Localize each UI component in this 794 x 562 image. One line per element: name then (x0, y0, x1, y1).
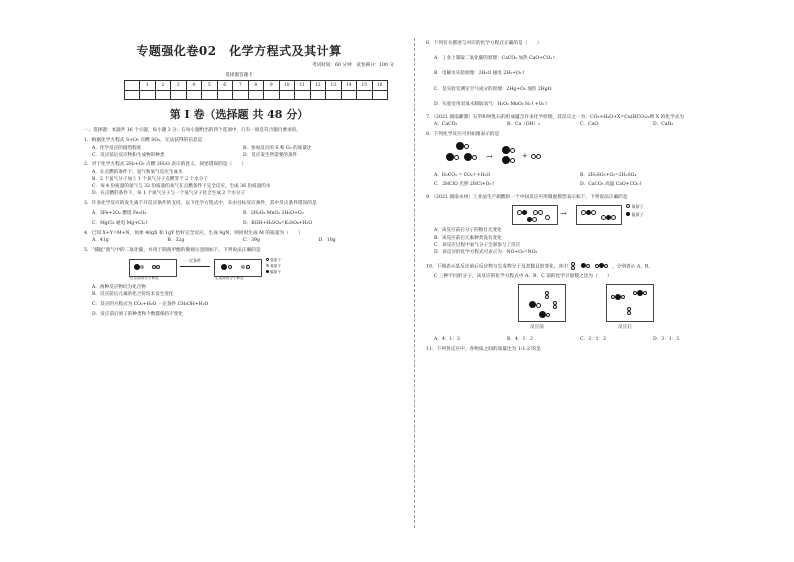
atom-oxygen (591, 210, 596, 215)
answer-number-cell: 8 (248, 81, 264, 91)
option: B．2H₂SO₃+O₂=2H₂SO₄ (580, 172, 637, 178)
option: C．反应前后反应物和生成物的种类 (92, 152, 165, 158)
answer-blank-cell[interactable] (264, 90, 280, 100)
question-10-text: 10．下图表示某反应前后反应物与生成物分子及其数目的变化，其中 (426, 264, 568, 270)
option: D．3：1：3 (653, 337, 680, 343)
option: D．反应发生所需要的条件 (243, 152, 298, 158)
option: C．是实验室测定空气成分的原理：2Hg+O₂ 加热 2HgO (434, 86, 552, 92)
molecule-c-icon (595, 263, 608, 268)
atom-white (464, 144, 469, 149)
option: C．2HClO 光照 2HCl+O₂↑ (434, 182, 496, 187)
question-11: 11．下列各反应中，各物质之间的质量比为 1:1:2 的是 (426, 347, 541, 352)
after-box (606, 284, 654, 322)
option: D．CaCO₃ 高温 CaO+CO₂↑ (580, 182, 643, 187)
option: A．H₂CO₃ = CO₂↑+H₂O (434, 172, 491, 178)
answer-blank-cell[interactable] (341, 90, 357, 100)
reaction-arrow: → (486, 151, 493, 161)
answer-number-cell: 10 (279, 81, 295, 91)
reactants-box (512, 205, 558, 225)
option: D．CaH₂ (653, 122, 674, 127)
atom-white (454, 155, 459, 160)
option: B．4：1：2 (507, 337, 533, 343)
atom-oxygen (140, 265, 144, 269)
molecule-atom (627, 311, 631, 315)
legend-label: 氧原子 (631, 204, 644, 210)
answer-number-cell: 5 (202, 81, 218, 91)
products-box (576, 205, 622, 225)
molecule-atom (553, 305, 557, 309)
question-5: 5．“捕捉”废气中的二氧化碳，并用于制备甲醇的微观示意图如下，下列说法正确的是 (84, 247, 261, 253)
option: B．该反应前后元素种类没有变化 (434, 235, 502, 241)
atom-white (472, 155, 477, 160)
question-10-figure (426, 280, 726, 336)
option: B．2H₂O₂ MnO₂ 2H₂O+O₂ (243, 210, 304, 216)
answer-number-cell: 2 (155, 81, 171, 91)
option: C．每 4 份质量的氢气与 32 份质量的氧气在点燃条件下完全反应，生成 36 份质量的水 (92, 183, 271, 189)
molecule-atom (529, 301, 536, 308)
exam-meta: 考试时间：60 分钟 试卷满分：100 分 (312, 63, 394, 68)
question-10-line2: C 三种不同的分子，该反应的化学方程式中 A、B、C 前的化学计量数之比为（ ） (434, 274, 612, 280)
legend-item (626, 211, 644, 219)
option: D．10g (318, 237, 336, 243)
volume-title: 第 I 卷（选择题 共 48 分） (169, 108, 309, 121)
column-divider (414, 38, 415, 528)
after-caption: 反应后 (618, 325, 632, 331)
legend (266, 257, 281, 275)
question-7-options (426, 121, 726, 128)
option: B．32g (167, 237, 185, 243)
answer-number-cell: 9 (264, 81, 280, 91)
option: D．KOH+H₂SO₄=K₂SO₄+H₂O (243, 221, 313, 226)
answer-number-cell: 6 (217, 81, 233, 91)
question-4-options (84, 237, 394, 244)
atom-black (456, 142, 464, 150)
question-3-options-row2 (84, 220, 394, 227)
legend-item (266, 257, 281, 263)
answer-blank-cell[interactable] (357, 90, 373, 100)
legend-label: 氢原子 (270, 257, 281, 262)
molecule-atom (539, 311, 546, 318)
answer-blank-cell[interactable] (372, 90, 388, 100)
answer-card-caption: 选择题答题卡 (225, 73, 253, 78)
answer-number-cell: 1 (140, 81, 156, 91)
question-10 (426, 262, 726, 271)
answer-blank-cell[interactable] (326, 90, 342, 100)
answer-blank-cell[interactable] (217, 90, 233, 100)
option: A．该反应前后分子的数目无变化 (434, 228, 502, 234)
option: A．化学反应的剧烈程度 (92, 145, 142, 151)
answer-blank-cell[interactable] (295, 90, 311, 100)
option: D．反应前后原子的种类和个数都保持不变化 (92, 312, 183, 318)
question-3: 3．许多化学反应的发生离不开反应条件的支持，以下化学方程式中，未由目标反应条件，其中反应条件错误的是 (84, 200, 317, 206)
products-box (214, 259, 262, 277)
option: B．2 个氢气分子加上 1 个氧气分子点燃等于 2 个水分子 (92, 176, 208, 182)
atom-white (510, 158, 515, 163)
answer-blank-cell[interactable] (310, 90, 326, 100)
atom-nitrogen (522, 210, 527, 215)
option: C．反应的方程式为 CO₂+H₂O 一定条件 CH₃OH+H₂O (92, 302, 209, 307)
atom-black (464, 153, 472, 161)
right-column (426, 40, 726, 353)
atom-white (536, 154, 541, 159)
atom-hydrogen (228, 265, 232, 269)
option: D．在点燃的条件下，每 1 个氧气分子与一个氢气分子化合生成 2 个水分子 (92, 191, 246, 196)
answer-card-corner (125, 90, 140, 100)
question-4: 4．已知 X+Y=M+N，如果 40gX 和 1gY 恰好完全反应，生成 9gN，则同时生成 M 的质量为（ ） (84, 230, 303, 236)
left-column (84, 40, 394, 318)
option: C．MgCl₂ 通电 Mg+Cl₂↑ (92, 221, 149, 226)
legend (626, 203, 644, 219)
atom-oxygen (532, 217, 537, 222)
atom-black (502, 146, 510, 154)
before-caption: 反应前 (530, 325, 544, 331)
answer-blank-cell[interactable] (279, 90, 295, 100)
question-8-figure (426, 138, 726, 172)
option: B．Ca（OH）₂ (507, 122, 541, 127)
answer-blank-cell[interactable] (248, 90, 264, 100)
question-1-options (84, 145, 394, 152)
option: D．实验室用双氧水制取氧气：H₂O₂ MnO₂ H₂↑+O₂↑ (434, 101, 549, 107)
option: C．3：1：2 (580, 337, 607, 343)
question-3-options (84, 210, 394, 217)
option: C．该反应过程中氧气分子全部参与了反应 (434, 242, 521, 248)
atom-black (502, 156, 510, 164)
legend-item (626, 203, 644, 211)
reaction-arrow: → (560, 209, 567, 219)
answer-number-cell: 14 (341, 81, 357, 91)
answer-blank-cell[interactable] (171, 90, 187, 100)
reaction-arrow (180, 266, 210, 267)
atom-oxygen (241, 265, 245, 269)
answer-blank-cell[interactable] (140, 90, 156, 100)
atom-hydrogen (246, 265, 250, 269)
answer-number-cell: 4 (186, 81, 202, 91)
answer-blank-cell[interactable] (186, 90, 202, 100)
before-box (518, 284, 566, 322)
legend-item (266, 269, 281, 275)
question-6: 6．下列有关描述与对应的化学方程式正确的是（ ） (426, 41, 542, 46)
products-caption: 生成物的分子种类 (215, 275, 244, 280)
arrow-condition: 一定条件 (185, 257, 201, 263)
option: A．工业上制取二氧化碳的原理：CaCO₃ 加热 CaO+CO₂↑ (434, 56, 556, 62)
atom-hydrogen (156, 265, 160, 269)
question-7: 7．（2021 湖南湘潭）石笋和钟乳石的形成蕴含许多化学原理，其反应之一为：CO₂+H₂O+X=Ca(HCO₃)₂则 X 的化学式为 (426, 114, 685, 120)
answer-blank-cell[interactable] (233, 90, 249, 100)
molecule-atom (546, 313, 550, 317)
question-1-options-row2 (84, 152, 394, 159)
question-10-text-b: ，分别表示 A、B、 (611, 264, 654, 270)
option: B．参加反应的 S 和 O₂ 的质量比 (243, 145, 312, 151)
atom-oxygen (611, 215, 616, 220)
option: A．4：1：3 (434, 337, 460, 343)
reactants-caption: 反应前的分子种类 (130, 275, 159, 280)
question-8-options (426, 172, 726, 179)
answer-number-cell: 11 (295, 81, 311, 91)
option: B．反应前后元素的化合价均未发生变化 (92, 291, 174, 297)
legend-label: 氧原子 (270, 263, 281, 268)
question-2: 2．对于化学方程式 2H₂+O₂ 点燃 2H₂O 表示的意义，叙述错误的是（ ） (84, 162, 247, 168)
reactants-box (129, 259, 177, 277)
legend-label: 碳原子 (270, 270, 281, 274)
question-10-options (426, 336, 726, 343)
question-8-options-row2 (426, 181, 726, 188)
answer-card-table (124, 80, 388, 100)
page-title: 专题强化卷02 化学方程式及其计算 (136, 44, 342, 58)
answer-card-corner (125, 81, 140, 91)
option: A．3Fe+2O₂ 燃烧 Fe₃O₄ (92, 210, 147, 216)
answer-blank-cell[interactable] (202, 90, 218, 100)
option: C．CaO (580, 122, 599, 127)
question-1: 1．根据化学方程式 S+O₂ 点燃 SO₂，无法获得的信息是 (84, 138, 203, 144)
question-5-figure (84, 256, 394, 284)
question-8: 8．下列化学反应可用如图表示的是 (426, 131, 500, 137)
answer-number-cell: 12 (310, 81, 326, 91)
answer-blank-cell[interactable] (155, 90, 171, 100)
molecule-a-icon (571, 262, 575, 270)
atom-oxygen (545, 215, 550, 220)
section-intro: 一、选择题：本题共 16 个小题，每小题 3 分。在每小题给出的四个选项中，只有一项是符合题目要求的。 (84, 128, 301, 133)
option: A．在点燃的条件下，氢气和氧气反应生成水 (92, 169, 183, 175)
question-9: 9．（2021 湖南永州）工业法生产硝酸的一个中间反应可用微观模型表示如下，下列说法正确的是 (426, 195, 628, 201)
molecule-b-icon (581, 263, 590, 268)
molecule-atom (643, 291, 647, 295)
plus-sign: + (522, 151, 528, 160)
molecule-atom (545, 295, 549, 299)
option: A．两种反应物均为化合物 (92, 284, 146, 290)
answer-number-cell: 7 (233, 81, 249, 91)
option: B．电解水实验原理：2H₂O 通电 2H₂+O₂↑ (434, 71, 526, 77)
atom-carbon (221, 264, 227, 270)
legend-label: 氮原子 (631, 212, 644, 218)
option: A．41g (92, 237, 109, 243)
option: C．39g (243, 237, 260, 243)
answer-number-cell: 13 (326, 81, 342, 91)
answer-number-cell: 3 (171, 81, 187, 91)
atom-white (510, 148, 515, 153)
molecule-atom (621, 295, 625, 299)
molecule-atom (536, 303, 541, 308)
answer-number-cell: 15 (357, 81, 373, 91)
option: A．CaCO₃ (434, 122, 458, 127)
option: D．该反应的化学方程式可表示为：NO+O₂=NO₂ (434, 249, 538, 255)
question-9-figure (426, 201, 726, 227)
atom-oxygen (538, 210, 543, 215)
atom-black (446, 153, 454, 161)
answer-number-cell: 16 (372, 81, 388, 91)
